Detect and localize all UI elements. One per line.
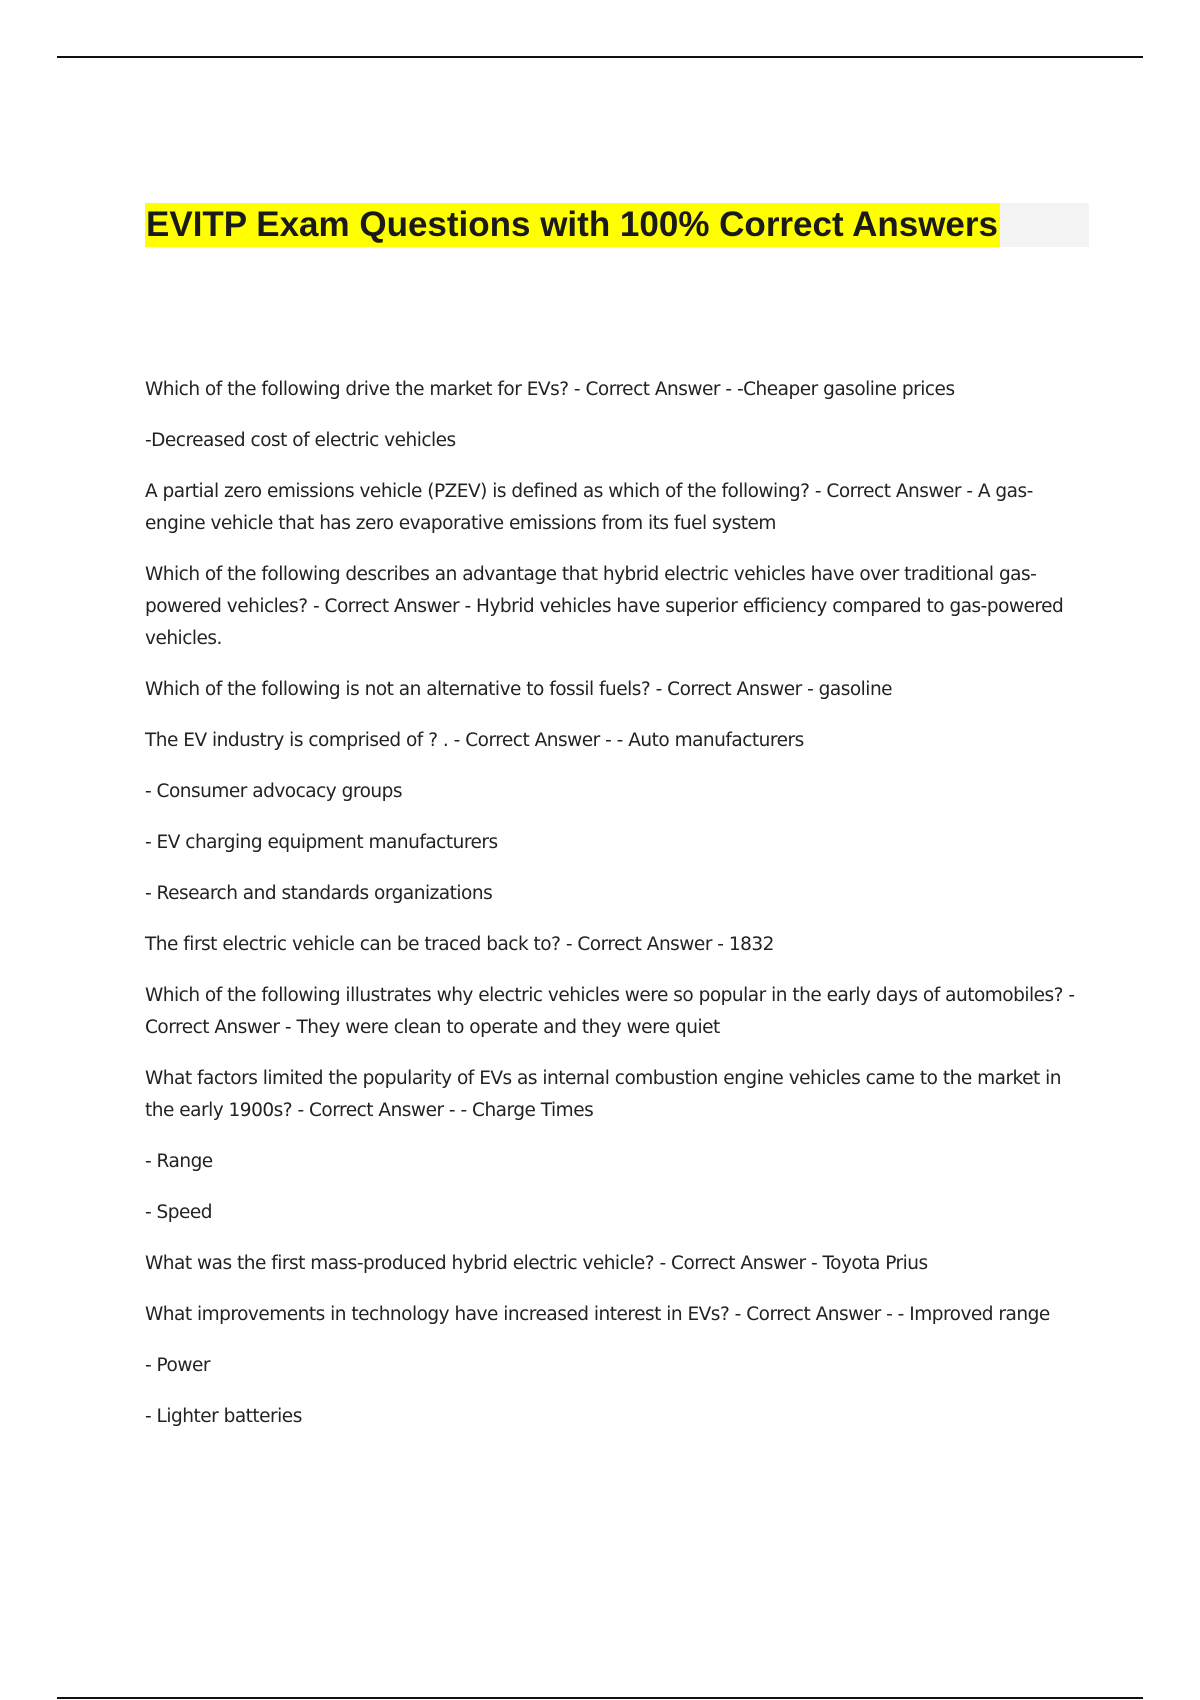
paragraph: Which of the following describes an advantage that hybrid electric vehicles have over traditional gas-powered vehicles? - Correct Answer - Hybrid vehicles have superior efficiency compared to gas-powered vehicles. [145, 564, 1064, 649]
paragraph: The first electric vehicle can be traced back to? - Correct Answer - 1832 [145, 934, 774, 955]
paragraph: Which of the following illustrates why electric vehicles were so popular in the early days of automobiles? - Correct Answer - They were clean to operate and they were quiet [145, 985, 1075, 1038]
document-title: EVITP Exam Questions with 100% Correct Answers [145, 203, 1000, 247]
paragraph: What factors limited the popularity of EVs as internal combustion engine vehicles came to the market in the early 1900s? - Correct Answer - - Charge Times [145, 1068, 1061, 1121]
paragraph: - Research and standards organizations [145, 883, 493, 904]
paragraph: - EV charging equipment manufacturers [145, 832, 498, 853]
bottom-rule [57, 1697, 1143, 1699]
title-block [145, 203, 1089, 247]
paragraph: What was the first mass-produced hybrid electric vehicle? - Correct Answer - Toyota Prius [145, 1253, 928, 1274]
top-rule [57, 56, 1143, 58]
paragraph: Which of the following drive the market for EVs? - Correct Answer - -Cheaper gasoline prices [145, 379, 955, 400]
paragraph: The EV industry is comprised of ? . - Correct Answer - - Auto manufacturers [145, 730, 804, 751]
paragraph: What improvements in technology have increased interest in EVs? - Correct Answer - - Improved range [145, 1304, 1050, 1325]
paragraph: - Power [145, 1355, 210, 1376]
paragraph: Which of the following is not an alternative to fossil fuels? - Correct Answer - gasoline [145, 679, 893, 700]
paragraph: - Speed [145, 1202, 213, 1223]
paragraph: -Decreased cost of electric vehicles [145, 430, 456, 451]
paragraph: - Lighter batteries [145, 1406, 302, 1427]
paragraph: A partial zero emissions vehicle (PZEV) is defined as which of the following? - Correct Answer - A gas-engine vehicle that has zero evaporative emissions from its fuel system [145, 481, 1033, 534]
paragraph: - Range [145, 1151, 213, 1172]
document-body [145, 374, 1090, 1452]
paragraph: - Consumer advocacy groups [145, 781, 402, 802]
